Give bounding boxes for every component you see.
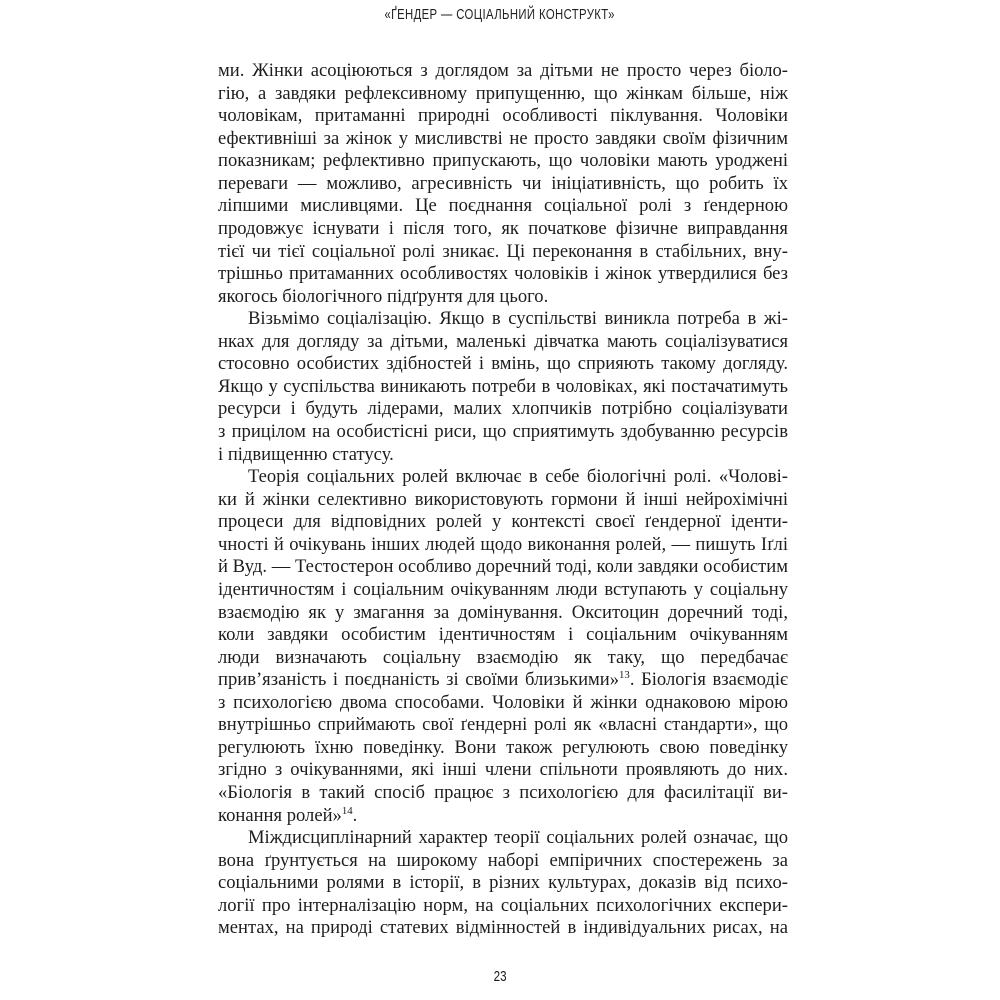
text-line: і підвищенню статусу. xyxy=(218,443,394,465)
text-line: трішньо притаманних особливостях чоловіків і жінок утвердилися без xyxy=(218,263,788,285)
text-line: взаємодію як у змагання за домінування. Окситоцин доречний тоді, xyxy=(218,601,788,623)
text-line: Міждисциплінарний характер теорії соціальних ролей означає, що xyxy=(248,827,788,849)
text-block xyxy=(218,60,788,940)
text-line: соціальними ролями в історії, в різних культурах, доказів від психо- xyxy=(218,872,788,894)
page-number: 23 xyxy=(493,969,507,985)
footnote-marker: 14 xyxy=(341,804,353,817)
text-line: Теорія соціальних ролей включає в себе біологічні ролі. «Чолові- xyxy=(248,466,788,488)
text-line: й Вуд. — Тестостерон особливо доречний тоді, коли завдяки особистим xyxy=(218,556,788,578)
text-line: конання ролей»$^{14}$. xyxy=(218,804,358,826)
text-line: люди визначають соціальну взаємодію як таку, що передбачає xyxy=(218,646,788,668)
paragraph xyxy=(218,308,788,466)
text-line: коли завдяки особистим ідентичностям і соціальним очікуванням xyxy=(218,624,788,646)
running-head-title: «ҐЕНДЕР — СОЦІАЛЬНИЙ КОНСТРУКТ» xyxy=(384,7,616,23)
text-line: продовжує існувати і після того, як початкове фізичне виправдання xyxy=(218,217,788,239)
text-line: логії про інтерналізацію норм, на соціальних психологічних експери- xyxy=(218,894,788,916)
text-line: внутрішньо сприймають свої ґендерні ролі як «власні стандарти», що xyxy=(218,714,788,736)
text-line: регулюють їхню поведінку. Вони також регулюють свою поведінку xyxy=(218,736,788,758)
text-line: тієї чи тієї соціальної ролі зникає. Ці переконання в стабільних, вну- xyxy=(218,240,788,262)
text-line: стосовно особистих здібностей і вмінь, що сприяють такому догляду. xyxy=(218,353,788,375)
text-line: з психологією двома способами. Чоловіки й жінки однаковою мірою xyxy=(218,691,788,713)
paragraph xyxy=(218,827,788,940)
text-line: з прицілом на особистісні риси, що сприятимуть здобуванню ресурсів xyxy=(218,421,788,442)
paragraph xyxy=(218,60,788,308)
text-line: ліпшими мисливцями. Це поєднання соціальної ролі з ґендерною xyxy=(218,195,788,217)
text-line: нках для догляду за дітьми, маленькі дівчатка мають соціалізуватися xyxy=(218,330,788,352)
running-head xyxy=(0,7,1000,23)
footnote-marker: 13 xyxy=(619,669,630,681)
text-line: ки й жінки селективно використовують гормони й інші нейрохімічні xyxy=(218,488,788,510)
text-line: процеси для відповідних ролей у контексті своєї ґендерної іденти- xyxy=(218,511,788,533)
text-line: прив’язаність і поєднаність зі своїми близькими»$^{13}$. Біологія взаємодіє xyxy=(218,669,788,691)
text-line: переваги — можливо, агресивність чи ініціативність, що робить їх xyxy=(218,172,788,194)
page-footer xyxy=(0,969,1000,985)
text-line: якогось біологічного підґрунтя для цього. xyxy=(218,285,549,307)
text-line: Якщо у суспільства виникають потреби в чоловіках, які постачатимуть xyxy=(218,375,788,397)
text-line: ресурси і будуть лідерами, малих хлопчиків потрібно соціалізувати xyxy=(218,398,788,420)
text-line: ефективніші за жінок у мисливстві не просто завдяки своїм фізичним xyxy=(218,127,788,149)
text-line: згідно з очікуваннями, які інші члени спільноти проявляють до них. xyxy=(218,759,788,781)
text-line: ми. Жінки асоціюються з доглядом за дітьми не просто через біоло- xyxy=(218,60,788,81)
paragraph xyxy=(218,466,788,827)
text-line: ментах, на природі статевих відмінностей в індивідуальних рисах, на xyxy=(218,917,788,939)
text-line: «Біологія в такий спосіб працює з психологією для фасилітації ви- xyxy=(218,782,788,803)
text-line: Візьмімо соціалізацію. Якщо в суспільстві виникла потреба в жі- xyxy=(248,308,788,330)
text-line: показникам; рефлективно припускають, що чоловіки мають уроджені xyxy=(218,150,788,172)
text-line: ідентичностям і соціальним очікуванням люди вступають у соціальну xyxy=(218,578,788,600)
text-line: чоловікам, притаманні природні особливості піклування. Чоловіки xyxy=(218,105,788,127)
text-line: чності й очікувань інших людей щодо виконання ролей, — пишуть Іґлі xyxy=(218,533,788,555)
text-line: вона ґрунтується на широкому наборі емпіричних спостережень за xyxy=(218,849,788,871)
text-line: гію, а завдяки рефлексивному припущенню, що жінкам більше, ніж xyxy=(218,82,788,104)
